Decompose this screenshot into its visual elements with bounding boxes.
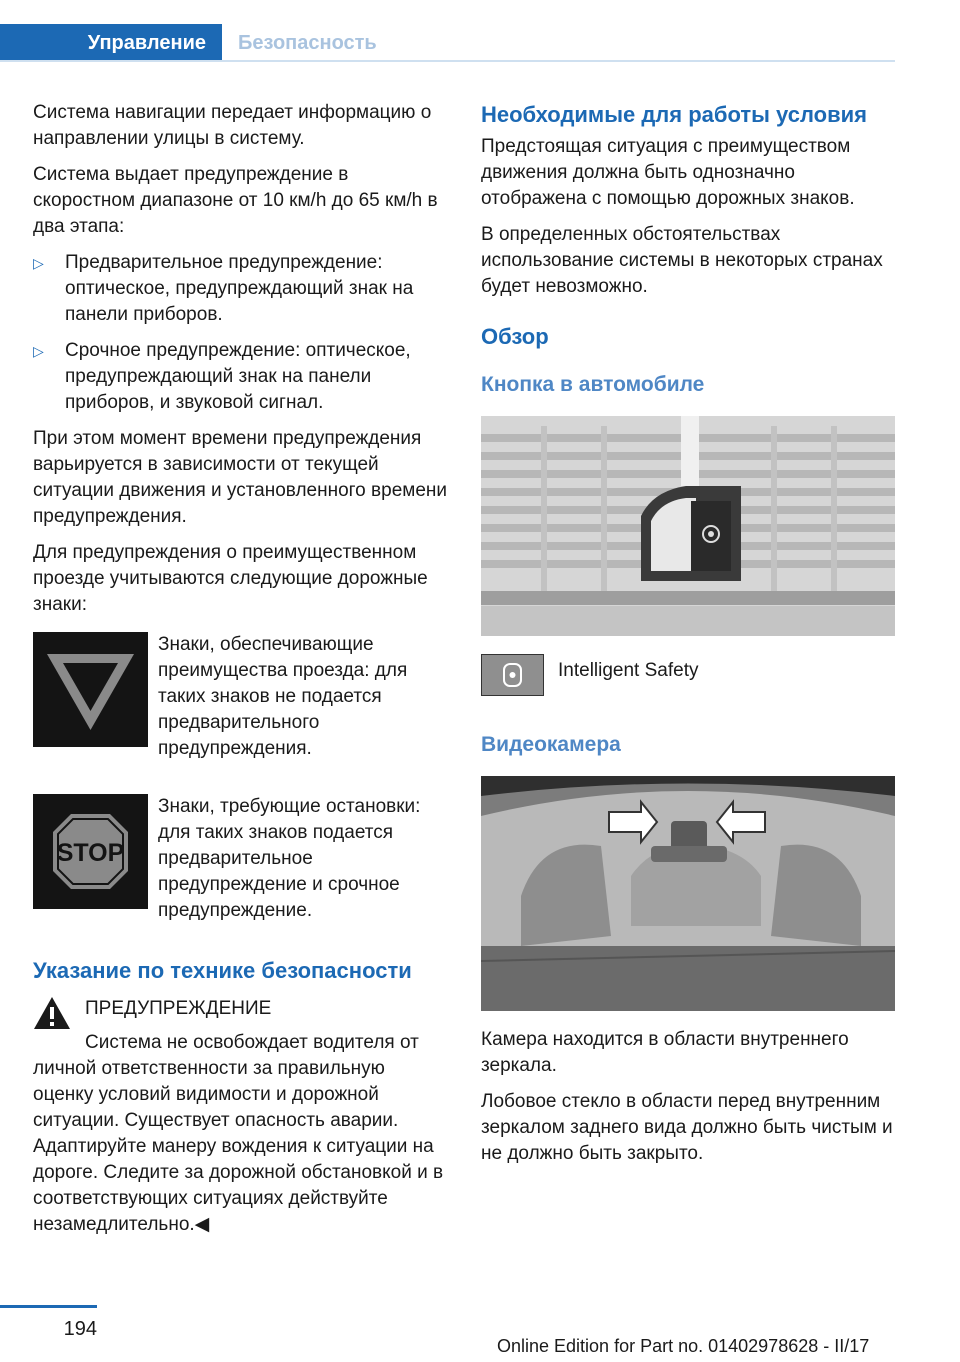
paragraph: Система навигации передает информацию о направлении улицы в систему. bbox=[33, 102, 432, 149]
warning-block bbox=[33, 996, 447, 1238]
tab-safety[interactable]: Безопасность bbox=[222, 24, 393, 62]
paragraph: Для предупреждения о преимущественном проезде учитываются следующие дорожные знаки: bbox=[33, 542, 428, 615]
triangle-bullet-icon: ▷ bbox=[33, 343, 44, 359]
paragraph: Система выдает предупреждение в скоростном диапазоне от 10 км/h до 65 км/h в два этапа: bbox=[33, 164, 438, 237]
warning-triangle-icon bbox=[33, 996, 71, 1030]
warning-stage-list bbox=[33, 250, 447, 416]
yield-sign-row bbox=[33, 632, 447, 772]
button-legend bbox=[481, 654, 895, 696]
camera-location-photo bbox=[481, 776, 895, 1011]
stop-sign-label: STOP bbox=[56, 839, 125, 867]
edition-note: Online Edition for Part no. 01402978628 - II/17 bbox=[497, 1336, 870, 1356]
right-column bbox=[481, 100, 895, 1177]
footer-accent-line bbox=[0, 1305, 97, 1308]
header-divider bbox=[0, 60, 895, 62]
camera-heading: Видеокамера bbox=[481, 733, 621, 756]
stop-sign-row bbox=[33, 794, 447, 934]
paragraph: При этом момент времени предупреждения варьируется в зависимости от текущей ситуации движения и установленного времени предупреждения. bbox=[33, 428, 447, 527]
header-tabs bbox=[0, 24, 895, 62]
stop-sign-description: Знаки, требующие остановки: для таких знаков подается предварительное предупреждение и срочное предупреждение. bbox=[158, 796, 421, 921]
paragraph: Предстоящая ситуация с преимуществом движения должна быть однозначно отображена с помощью дорожных знаков. bbox=[481, 136, 855, 209]
button-heading: Кнопка в автомобиле bbox=[481, 373, 705, 396]
paragraph: В определенных обстоятельствах использование системы в некоторых странах будет невозможно. bbox=[481, 224, 883, 297]
yield-sign-icon bbox=[33, 632, 148, 747]
conditions-heading: Необходимые для работы условия bbox=[481, 102, 867, 127]
safety-heading: Указание по технике безопасности bbox=[33, 958, 412, 983]
paragraph: Камера находится в области внутреннего зеркала. bbox=[481, 1029, 849, 1076]
intelligent-safety-button-icon bbox=[481, 654, 544, 696]
warning-title: ПРЕДУПРЕЖДЕНИЕ bbox=[85, 998, 272, 1019]
stop-sign-icon bbox=[33, 794, 148, 909]
overview-heading: Обзор bbox=[481, 324, 549, 349]
warning-text bbox=[33, 1030, 447, 1238]
dashboard-button-photo bbox=[481, 416, 895, 636]
list-item-text: Предварительное предупреждение: оптическое, предупреждающий знак на панели приборов. bbox=[65, 252, 414, 325]
paragraph: Лобовое стекло в области перед внутренним зеркалом заднего вида должно быть чистым и не должно быть закрыто. bbox=[481, 1091, 893, 1164]
intelligent-safety-label: Intelligent Safety bbox=[558, 660, 699, 681]
list-item-text: Срочное предупреждение: оптическое, предупреждающий знак на панели приборов, и звуковой сигнал. bbox=[65, 340, 411, 413]
warning-body: Система не освобождает водителя от личной ответственности за правильную оценку условий видимости и дорожной ситуации. Существует опасность аварии. Адаптируйте манеру вождения к ситуации на дороге. Следите за дорожной обстановкой и в соответствующих ситуациях действуйте незамедлительно.◀ bbox=[33, 1032, 444, 1235]
list-item bbox=[33, 338, 447, 416]
left-column bbox=[33, 100, 447, 1238]
tab-control[interactable]: Управление bbox=[0, 24, 222, 62]
list-item bbox=[33, 250, 447, 328]
triangle-bullet-icon: ▷ bbox=[33, 255, 44, 271]
page-number: 194 bbox=[63, 1318, 97, 1340]
yield-sign-description: Знаки, обеспечивающие преимущества проезда: для таких знаков не подается предварительного предупреждения. bbox=[158, 634, 408, 759]
